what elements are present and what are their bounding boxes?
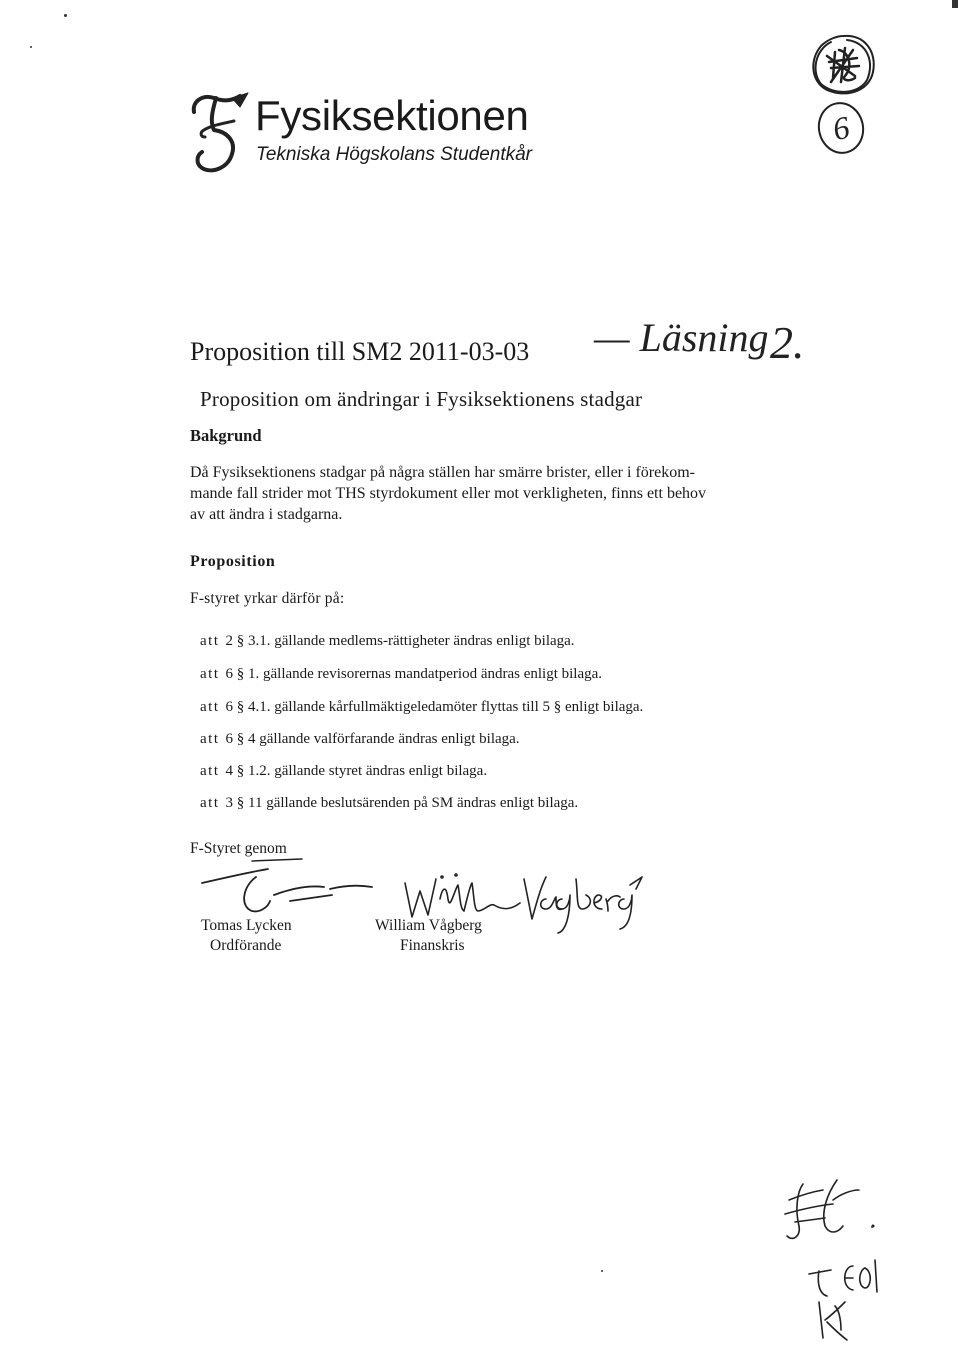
page-number: 6	[829, 108, 853, 148]
org-subtitle: Tekniska Högskolans Studentkår	[256, 144, 533, 165]
pen-stroke	[557, 895, 570, 933]
signer-name: Tomas Lycken	[201, 917, 292, 934]
scan-speck	[30, 46, 32, 48]
background-text-line: mande fall strider mot THS styrdokument eller mot verkligheten, finns ett behov	[190, 485, 707, 502]
pen-stroke	[440, 883, 520, 911]
motion-text: 2 § 3.1. gällande medlems-rättigheter ändras enligt bilaga.	[225, 633, 575, 649]
signer-role: Ordförande	[210, 937, 282, 954]
pen-stroke	[274, 886, 324, 895]
fraktur-f-logo-icon	[188, 88, 252, 176]
proposition-intro: F-styret yrkar därför på:	[190, 590, 345, 607]
pen-stroke	[244, 877, 270, 911]
pen-stroke	[860, 1260, 877, 1292]
motion-text: 3 § 11 gällande beslutsärenden på SM ändras enligt bilaga.	[225, 795, 579, 811]
pen-stroke	[330, 886, 372, 889]
circled-page-number	[813, 98, 869, 158]
document-title: Proposition till SM2 2011-03-03	[190, 337, 530, 366]
motion-keyword: att	[200, 763, 220, 779]
motion-keyword: att	[200, 633, 220, 649]
proposition-heading: Proposition	[190, 553, 276, 570]
signature-tomas-lycken	[202, 869, 372, 911]
pen-stroke	[795, 1218, 825, 1222]
pen-stroke	[576, 879, 590, 909]
motion-item	[200, 796, 578, 811]
pen-stroke	[202, 869, 268, 883]
motion-keyword: att	[200, 795, 220, 811]
pen-stroke	[606, 896, 620, 911]
background-text-line: Då Fysiksektionens stadgar på några ställen har smärre brister, eller i förekom-	[190, 464, 695, 481]
scan-speck	[64, 14, 67, 17]
pen-stroke	[827, 48, 859, 82]
signer-name: William Vågberg	[375, 917, 482, 934]
pen-dot	[455, 874, 457, 876]
logo-stroke	[198, 98, 234, 170]
pen-stroke	[524, 877, 546, 919]
motion-keyword: att	[200, 731, 220, 747]
pen-stroke	[405, 879, 436, 917]
pen-stroke	[833, 1190, 859, 1200]
pen-stroke	[819, 1302, 847, 1340]
handwritten-initials	[775, 1170, 885, 1345]
motion-item	[200, 764, 487, 779]
motion-text: 6 § 4 gällande valförfarande ändras enligt bilaga.	[225, 731, 520, 747]
motion-keyword: att	[200, 699, 220, 715]
pen-stroke	[290, 895, 332, 901]
scan-speck	[871, 1226, 873, 1228]
background-heading: Bakgrund	[190, 426, 262, 445]
background-text-line: av att ändra i stadgarna.	[190, 506, 343, 523]
motion-item	[200, 732, 520, 747]
signer-role: Finanskris	[400, 937, 465, 954]
motion-item	[200, 700, 643, 715]
logo-flag	[232, 93, 248, 107]
motion-text: 6 § 1. gällande revisorernas mandatperiod ändras enligt bilaga.	[225, 666, 603, 682]
pen-stroke	[619, 895, 632, 929]
pen-stroke	[845, 1266, 853, 1290]
pen-stroke	[594, 895, 602, 909]
motion-keyword: att	[200, 666, 220, 682]
pen-dot	[441, 876, 443, 878]
pen-stroke	[789, 1190, 823, 1200]
motion-text: 6 § 4.1. gällande kårfullmäktigeledamöter flyttas till 5 § enligt bilaga.	[225, 699, 644, 715]
motion-text: 4 § 1.2. gällande styret ändras enligt bilaga.	[225, 763, 488, 779]
scan-speck	[601, 1270, 603, 1272]
handwritten-reading-number: 2.	[770, 317, 805, 368]
crossed-out-number-mark	[805, 32, 880, 100]
pen-stroke	[252, 859, 302, 861]
pen-stroke	[630, 877, 642, 889]
org-name: Fysiksektionen	[255, 92, 529, 139]
document-subtitle: Proposition om ändringar i Fysiksektionens stadgar	[200, 387, 643, 411]
scan-speck	[952, 0, 958, 8]
handwritten-reading-note: — Läsning	[594, 315, 769, 360]
signature-intro: F-Styret genom	[190, 840, 287, 857]
motion-item	[200, 634, 575, 649]
pen-stroke	[824, 1180, 843, 1232]
pen-stroke	[809, 1270, 831, 1296]
motion-item	[200, 667, 602, 682]
